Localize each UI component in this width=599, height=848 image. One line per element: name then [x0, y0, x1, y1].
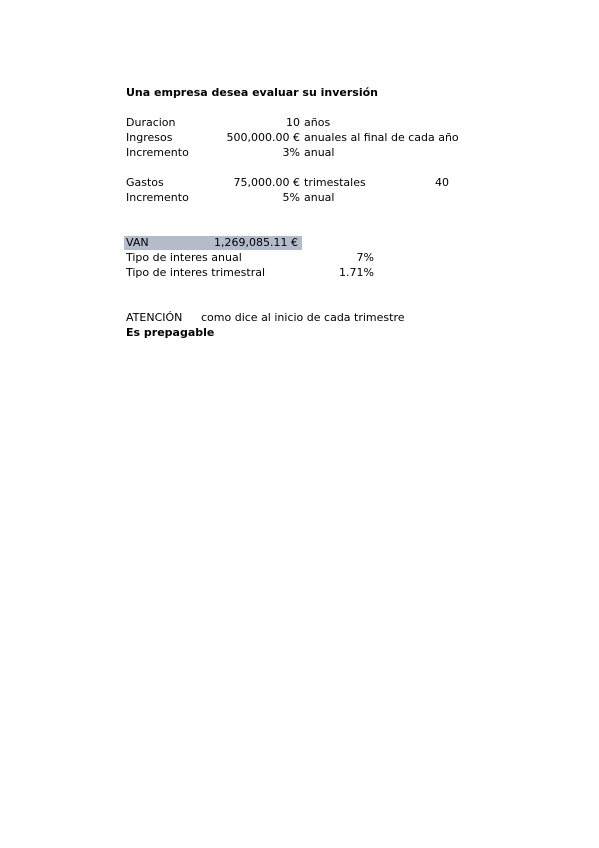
gastos-extra: 40	[435, 176, 449, 189]
duracion-value: 10	[286, 116, 300, 129]
ingresos-label: Ingresos	[126, 131, 173, 144]
van-value: 1,269,085.11 €	[214, 236, 298, 249]
tipo-anual-value: 7%	[356, 251, 374, 264]
tipo-trimestral-label: Tipo de interes trimestral	[126, 266, 266, 279]
incremento-gastos-note: anual	[304, 191, 335, 204]
duracion-note: años	[304, 116, 331, 129]
incremento-gastos-label: Incremento	[126, 191, 189, 204]
document-title: Una empresa desea evaluar su inversión	[126, 86, 378, 99]
van-label: VAN	[126, 236, 149, 249]
tipo-trimestral-value: 1.71%	[339, 266, 374, 279]
duracion-label: Duracion	[126, 116, 176, 129]
gastos-label: Gastos	[126, 176, 164, 189]
atencion-text: como dice al inicio de cada trimestre	[201, 311, 405, 324]
ingresos-note: anuales al final de cada año	[304, 131, 459, 144]
incremento-ingresos-value: 3%	[282, 146, 300, 159]
tipo-anual-label: Tipo de interes anual	[126, 251, 242, 264]
prepagable-note: Es prepagable	[126, 326, 215, 339]
incremento-gastos-value: 5%	[282, 191, 300, 204]
atencion-label: ATENCIÓN	[126, 311, 183, 324]
gastos-value: 75,000.00 €	[233, 176, 300, 189]
incremento-ingresos-label: Incremento	[126, 146, 189, 159]
incremento-ingresos-note: anual	[304, 146, 335, 159]
ingresos-value: 500,000.00 €	[226, 131, 300, 144]
gastos-note: trimestales	[304, 176, 366, 189]
